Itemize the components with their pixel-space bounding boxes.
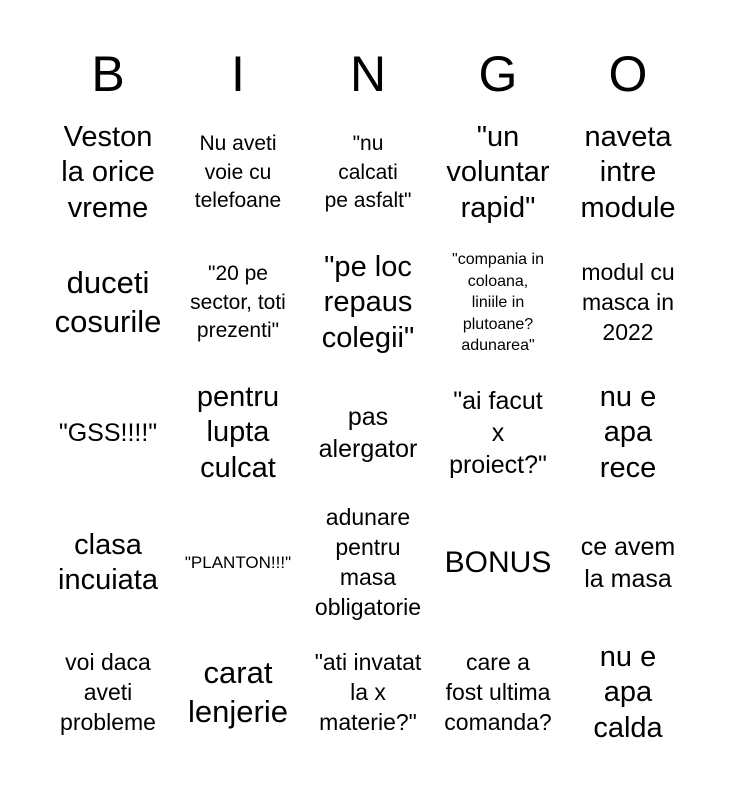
- bingo-cell-r5-c5[interactable]: nu e apa calda: [593, 640, 663, 744]
- bingo-cell-r4-c1[interactable]: clasa incuiata: [58, 528, 158, 596]
- bingo-cell-r1-c3[interactable]: "nu calcati pe asfalt": [324, 131, 412, 213]
- bingo-cell-r2-c2[interactable]: "20 pe sector, toti prezenti": [190, 261, 286, 343]
- header-letter-g: G: [478, 46, 518, 102]
- bingo-cell-r5-c1[interactable]: voi daca aveti probleme: [60, 649, 156, 735]
- bingo-cell-r2-c1[interactable]: duceti cosurile: [54, 265, 162, 339]
- bingo-cell-r1-c4[interactable]: "un voluntar rapid": [446, 120, 550, 224]
- header-letter-i: I: [231, 46, 245, 102]
- bingo-cell-r3-c5[interactable]: nu e apa rece: [599, 380, 657, 484]
- bingo-cell-r3-c2[interactable]: pentru lupta culcat: [196, 380, 280, 484]
- header-letter-b: B: [91, 46, 125, 102]
- header-letter-n: N: [349, 46, 387, 102]
- bingo-cell-r3-c3[interactable]: pas alergator: [318, 403, 418, 463]
- bingo-cell-free-bonus[interactable]: BONUS: [444, 546, 552, 579]
- bingo-cell-r5-c4[interactable]: care a fost ultima comanda?: [444, 649, 552, 735]
- bingo-cell-r2-c3[interactable]: "pe loc repaus colegii": [321, 250, 415, 354]
- bingo-cell-r3-c4[interactable]: "ai facut x proiect?": [449, 387, 547, 479]
- bingo-cell-r5-c2[interactable]: carat lenjerie: [188, 655, 288, 729]
- bingo-cell-r1-c2[interactable]: Nu aveti voie cu telefoane: [194, 131, 282, 213]
- bingo-cell-r3-c1[interactable]: "GSS!!!!": [58, 419, 158, 447]
- bingo-cell-r1-c1[interactable]: Veston la orice vreme: [61, 120, 155, 224]
- bingo-cell-r4-c3[interactable]: adunare pentru masa obligatorie: [314, 504, 422, 620]
- bingo-cell-r2-c4[interactable]: "compania in coloana, liniile in plutoane? adunarea": [452, 251, 544, 355]
- bingo-header: [43, 42, 693, 106]
- bingo-cell-r2-c5[interactable]: modul cu masca in 2022: [581, 259, 675, 345]
- bingo-board: [43, 108, 693, 758]
- bingo-cell-r5-c3[interactable]: "ati invatat la x materie?": [314, 649, 422, 735]
- header-letter-o: O: [608, 46, 648, 102]
- bingo-cell-r4-c2[interactable]: "PLANTON!!!": [184, 552, 292, 572]
- bingo-cell-r1-c5[interactable]: naveta intre module: [580, 120, 676, 224]
- bingo-cell-r4-c5[interactable]: ce avem la masa: [580, 533, 676, 593]
